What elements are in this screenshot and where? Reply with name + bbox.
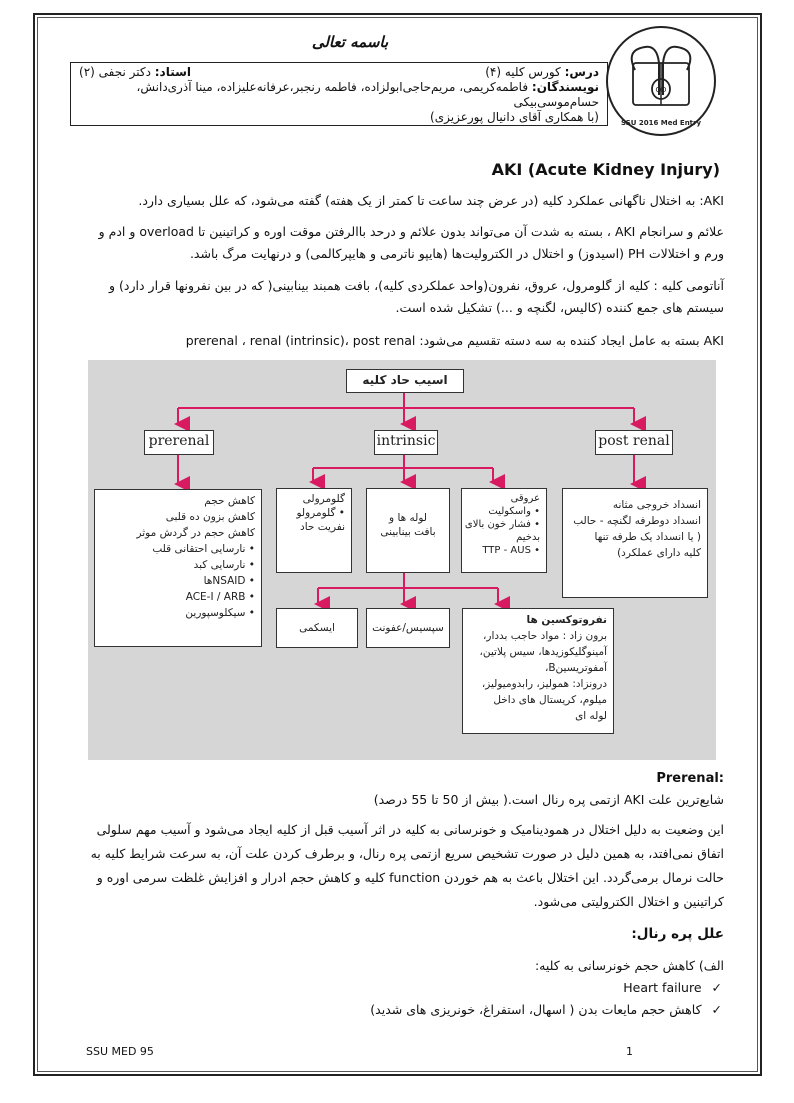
cause-item-2	[370, 1002, 722, 1017]
nephrotoxins-box	[462, 608, 614, 734]
svg-text:QD: QD	[655, 86, 667, 94]
aki-diagram	[88, 360, 716, 760]
nephrotoxins-item: برون زاد : مواد حاجب بددار،	[482, 630, 607, 642]
course-value: کورس کلیه (۴)	[485, 65, 561, 79]
section-title: (Acute Kidney Injury) AKI	[491, 160, 720, 179]
root-node: اسیب حاد کلیه	[346, 369, 464, 393]
ischemia-box: ایسکمی	[276, 608, 358, 648]
postrenal-item: ( یا انسداد یک طرفه تنها	[594, 531, 701, 543]
vascular-item: • TTP - AUS	[482, 545, 540, 556]
authors-label: نویسندگان:	[531, 80, 599, 94]
nephrotoxins-item: آمینوگلیکوزیدها، سیس پلاتین،	[479, 646, 607, 658]
tubular-item: بافت بینابینی	[380, 526, 436, 538]
cause-item-2-text: کاهش حجم مایعات بدن ( اسهال، استفراغ، خونریزی های شدید)	[370, 1002, 702, 1017]
vascular-item: • فشار خون بالای	[464, 519, 540, 530]
vascular-box	[461, 488, 547, 573]
basmala: باسمه تعالی	[311, 33, 389, 51]
prerenal-item: کاهش بزون ده قلبی	[165, 511, 255, 523]
prerenal-item: • ACE-I / ARB	[185, 591, 255, 603]
authors-value: فاطمه‌کریمی، مریم‌حاجی‌ابولزاده، فاطمه رنجبر،عرفانه‌علیزاده، مینا آذری‌دانش، حسام‌موسی‌بیکی	[136, 80, 599, 109]
tubular-item: لوله ها و	[389, 512, 427, 524]
prerenal-causes-box	[94, 489, 262, 647]
prerenal-p2-line2: اتفاق نمی‌افتد، به همین دلیل در صورت تشخیص سریع ازتمی پره رنال، و برطرف کردن علت آن، به سرعت شرایط کلیه به	[90, 846, 724, 861]
prerenal-item: • نارسایی احتقانی قلب	[152, 543, 255, 555]
footer-label: SSU MED 95	[86, 1045, 154, 1058]
nephrotoxins-item: میلوم، کریستال های داخل	[493, 694, 607, 706]
paragraph-symptoms-2: ورم و اختلالات PH (اسیدوز) و اختلال در الکترولیت‌ها (هایپو ناترمی و هایپرکالمی) و درنهایت مرگ باشد.	[189, 246, 724, 261]
nephrotoxins-title: نفروتوکسین ها	[526, 614, 607, 626]
paragraph-anatomy-1: آناتومی کلیه : کلیه از گلومرول، عروق، نفرون(واحد عملکردی کلیه)، بافت همبند بینابینی( که در بین نفرونها قرار دارد) و	[109, 278, 724, 293]
cause-item-1	[623, 980, 722, 995]
nephrotoxins-item: آمفوتریسینB،	[544, 662, 607, 674]
course-row	[79, 65, 599, 80]
prerenal-node: prerenal	[144, 430, 214, 455]
postrenal-item: کلیه دارای عملکرد)	[617, 547, 701, 559]
professor-value: دکتر نجفی (۲)	[79, 65, 151, 79]
postrenal-item: انسداد خروجی مثانه	[612, 499, 701, 511]
nephrotoxins-item: لوله ای	[575, 710, 607, 722]
paragraph-symptoms-1: علائم و سرانجام AKI ، بسته به شدت آن می‌تواند بدون علائم و درحد باالرفتن موقت اوره و کراتینین تا overload و ادم و	[98, 224, 724, 239]
prerenal-item: • نارسایی کبد	[193, 559, 255, 571]
prerenal-item: کاهش حجم	[204, 495, 255, 507]
causes-a: الف) کاهش حجم خونرسانی به کلیه:	[534, 958, 724, 973]
course-label: درس:	[564, 65, 599, 79]
authors-row	[79, 80, 599, 110]
prerenal-item: کاهش حجم در گردش موثر	[136, 527, 255, 539]
cause-item-1-text: Heart failure	[623, 980, 702, 995]
header-info-box	[70, 62, 608, 126]
paragraph-aki-def: AKI: به اختلال ناگهانی عملکرد کلیه (در عرض چند ساعت تا کمتر از یک هفته) گفته می‌شود، که علل بسیاری دارد.	[138, 193, 724, 208]
university-logo	[605, 25, 718, 138]
tubular-box	[366, 488, 450, 573]
logo-text: SSU 2016 Med Entry	[620, 119, 702, 127]
glomerular-box	[276, 488, 352, 573]
prerenal-item: • NSAIDها	[203, 575, 255, 587]
checkmark-icon: ✓	[711, 1002, 722, 1017]
prerenal-p1: شایع‌ترین علت AKI ازتمی پره رنال است.( بیش از 50 تا 55 درصد)	[373, 792, 724, 807]
checkmark-icon: ✓	[711, 980, 722, 995]
causes-heading: علل پره رنال:	[631, 926, 724, 942]
vascular-item: عروقی	[510, 493, 540, 504]
intrinsic-node: intrinsic	[374, 430, 438, 455]
sepsis-box: سپسیس/عفونت	[366, 608, 450, 648]
glomerular-item: نفریت حاد	[300, 521, 345, 533]
prerenal-p2-line3: حالت نرمال برمی‌گردد. این اختلال باعث به هم خوردن function کلیه و کاهش حجم ادرار و افزایش غلظت سرمی اوره و	[96, 870, 724, 885]
prerenal-p2-line1: این وضعیت به دلیل اختلال در همودینامیک و خونرسانی به کلیه در اثر آسیب قبل از کلیه ایجاد می‌شود و آسیب مهم سلولی	[96, 822, 724, 837]
vascular-item: • واسکولیت	[488, 506, 540, 517]
nephrotoxins-item: درونزاد: همولیز، رابدومیولیز،	[481, 678, 607, 690]
glomerular-item: • گلومرولو	[296, 507, 345, 519]
postrenal-node: post renal	[595, 430, 673, 455]
vascular-item: بدخیم	[516, 532, 540, 543]
prerenal-p2-line4: کراتینین و اختلال الکترولیتی می‌شود.	[533, 894, 724, 909]
glomerular-item: گلومرولی	[302, 493, 345, 505]
paragraph-anatomy-2: سیستم های جمع کننده (کالیس، لگنچه و ...) تشکیل شده است.	[395, 300, 724, 315]
collab-row: (با همکاری آقای دانیال پورعزیزی)	[430, 110, 599, 124]
page-number: 1	[626, 1045, 633, 1058]
postrenal-item: انسداد دوطرفه لگنچه - حالب	[573, 515, 701, 527]
course-group	[485, 65, 599, 80]
prerenal-item: • سیکلوسپورین	[185, 607, 255, 619]
professor-group	[79, 65, 191, 80]
paragraph-classification: AKI بسته به عامل ایجاد کننده به سه دسته تقسیم می‌شود: prerenal ، renal (intrinsic)، post renal	[185, 333, 724, 348]
postrenal-causes-box	[562, 488, 708, 598]
professor-label: استاد:	[154, 65, 192, 79]
prerenal-heading: Prerenal:	[656, 771, 724, 786]
